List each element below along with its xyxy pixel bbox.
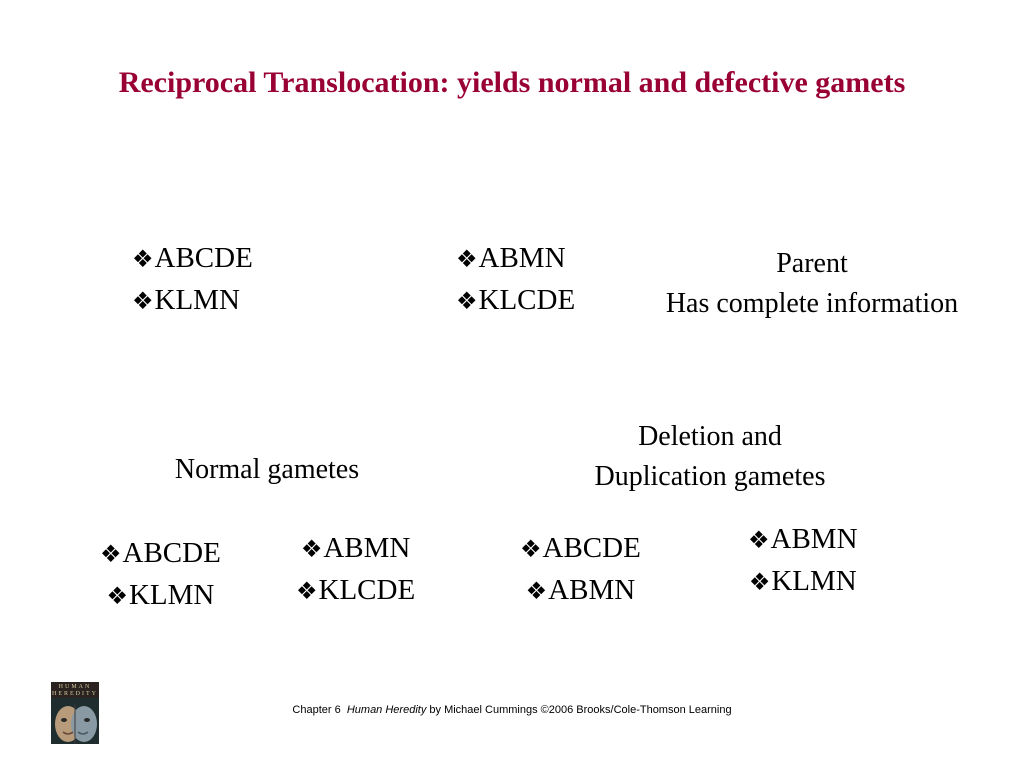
list-item: ❖KLCDE: [456, 284, 576, 316]
defective-gamete-2: [748, 519, 858, 603]
diamond-bullet-icon: ❖: [100, 542, 122, 568]
list-item: ❖KLMN: [132, 284, 240, 316]
list-item: ❖KLMN: [748, 565, 857, 597]
diamond-bullet-icon: ❖: [106, 584, 128, 610]
diamond-bullet-icon: ❖: [132, 289, 154, 315]
list-item: ❖KLCDE: [296, 574, 416, 606]
normal-gamete-1: [100, 533, 221, 617]
diamond-bullet-icon: ❖: [132, 247, 154, 273]
diamond-bullet-icon: ❖: [456, 289, 478, 315]
diamond-bullet-icon: ❖: [748, 570, 771, 596]
defective-gamete-1: [520, 528, 641, 612]
list-item: ❖ABMN: [300, 532, 411, 564]
book-title: Human Heredity: [346, 704, 427, 716]
deletion-duplication-label: Deletion and Duplication gametes: [594, 421, 826, 492]
list-item: ❖KLMN: [106, 579, 215, 611]
diamond-bullet-icon: ❖: [296, 579, 318, 605]
list-item: ❖ABCDE: [100, 537, 221, 569]
list-item: ❖ABCDE: [132, 242, 253, 274]
list-item: ❖ABMN: [525, 574, 636, 606]
footer-citation: Chapter 6 Human Heredity by Michael Cummings ©2006 Brooks/Cole-Thomson Learning: [292, 704, 732, 716]
diamond-bullet-icon: ❖: [520, 537, 542, 563]
list-item: ❖ABMN: [748, 523, 858, 555]
diamond-bullet-icon: ❖: [456, 247, 478, 273]
list-item: ❖ABMN: [456, 242, 566, 274]
parent-chromosomes-left: [132, 238, 253, 322]
parent-chromosomes-right: [456, 238, 575, 322]
normal-gamete-2: [296, 528, 415, 612]
diamond-bullet-icon: ❖: [748, 528, 770, 554]
diamond-bullet-icon: ❖: [300, 537, 323, 563]
book-cover-title: HUMAN HEREDITY: [52, 684, 98, 697]
parent-label: Parent Has complete information: [665, 248, 959, 319]
normal-gametes-label: Normal gametes: [174, 454, 360, 485]
list-item: ❖ABCDE: [520, 532, 641, 564]
diamond-bullet-icon: ❖: [525, 579, 548, 605]
slide-title: Reciprocal Translocation: yields normal and defective gamets: [118, 66, 906, 99]
